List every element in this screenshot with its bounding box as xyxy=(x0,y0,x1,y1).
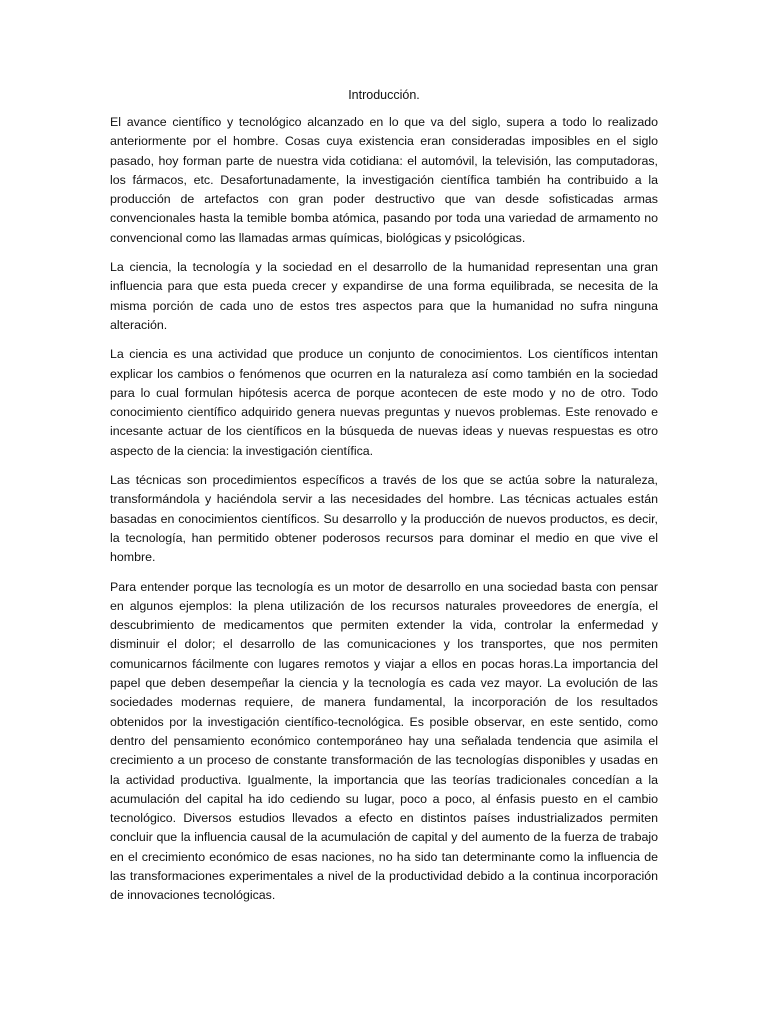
paragraph-avance-cientifico: El avance científico y tecnológico alcanzado en lo que va del siglo, supera a todo lo realizado anteriormente por el hombre. Cosas cuya existencia eran consideradas imposibles en el siglo pasado, hoy forman parte de nuestra vida cotidiana: el automóvil, la televisión, las computadoras, los fármacos, etc. Desafortunadamente, la investigación científica también ha contribuido a la producción de artefactos con gran poder destructivo que van desde sofisticadas armas convencionales hasta la temible bomba atómica, pasando por toda una variedad de armamento no convencional como las llamadas armas químicas, biológicas y psicológicas. xyxy=(110,115,658,245)
paragraph-tecnicas: Las técnicas son procedimientos específicos a través de los que se actúa sobre la naturaleza, transformándola y haciéndola servir a las necesidades del hombre. Las técnicas actuales están basadas en conocimientos científicos. Su desarrollo y la producción de nuevos productos, es decir, la tecnología, han permitido obtener poderosos recursos para dominar el medio en que vive el hombre. xyxy=(110,473,658,565)
paragraph-ciencia-actividad: La ciencia es una actividad que produce un conjunto de conocimientos. Los científicos intentan explicar los cambios o fenómenos que ocurren en la naturaleza así como también en la sociedad para lo cual formulan hipótesis acerca de porque acontecen de este modo y no de otro. Todo conocimiento científico adquirido genera nuevas preguntas y nuevos problemas. Este renovado e incesante actuar de los científicos en la búsqueda de nuevas ideas y nuevas respuestas es otro aspecto de la ciencia: la investigación científica. xyxy=(110,347,658,458)
paragraph-ciencia-tecnologia-sociedad: La ciencia, la tecnología y la sociedad en el desarrollo de la humanidad representan una gran influencia para que esta pueda crecer y expandirse de una forma equilibrada, se necesita de la misma porción de cada uno de estos tres aspectos para que la humanidad no sufra ninguna alteración. xyxy=(110,260,658,332)
paragraph-tecnologia-motor-desarrollo: Para entender porque las tecnología es un motor de desarrollo en una sociedad basta con pensar en algunos ejemplos: la plena utilización de los recursos naturales proveedores de energía, el descubrimiento de medicamentos que permiten extender la vida, controlar la enfermedad y disminuir el dolor; el desarrollo de las comunicaciones y los transportes, que nos permiten comunicarnos fácilmente con lugares remotos y viajar a ellos en pocas horas.La importancia del papel que deben desempeñar la ciencia y la tecnología es cada vez mayor. La evolución de las sociedades modernas requiere, de manera fundamental, la incorporación de los resultados obtenidos por la investigación científico-tecnológica. Es posible observar, en este sentido, como dentro del pensamiento económico contemporáneo hay una señalada tendencia que asimila el crecimiento a un proceso de constante transformación de las tecnologías disponibles y usadas en la actividad productiva. Igualmente, la importancia que las teorías tradicionales concedían a la acumulación del capital ha ido cediendo su lugar, poco a poco, al énfasis puesto en el cambio tecnológico. Diversos estudios llevados a efecto en distintos países industrializados permiten concluir que la influencia causal de la acumulación de capital y del aumento de la fuerza de trabajo en el crecimiento económico de esas naciones, no ha sido tan determinante como la influencia de las transformaciones experimentales a nivel de la productividad debido a la continua incorporación de innovaciones tecnológicas. xyxy=(110,579,658,903)
document-title: Introducción. xyxy=(348,88,420,102)
